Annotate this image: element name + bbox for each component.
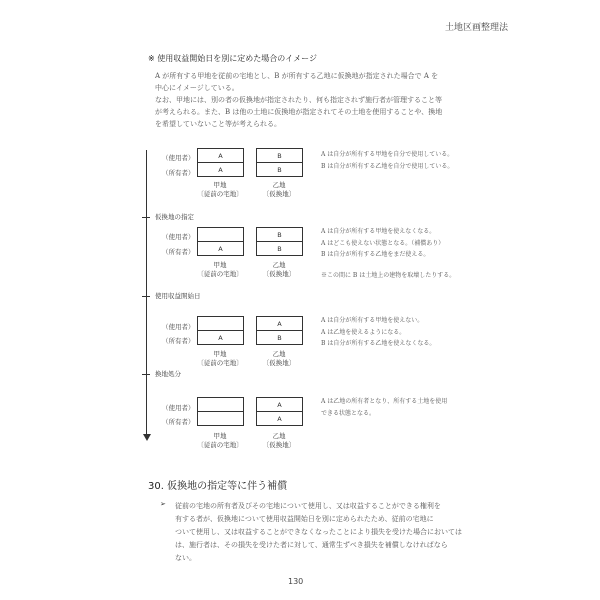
caption-line: 〔従前の宅地〕 xyxy=(197,190,243,198)
note-line: B は自分が所有する乙地をまだ使える。 xyxy=(321,251,430,258)
stage1-right-caption xyxy=(249,181,309,199)
stage2-left-owner-box: A xyxy=(197,241,244,256)
caption-line: 〔仮換地〕 xyxy=(262,441,296,449)
page-number: 130 xyxy=(288,577,304,586)
note-line: B は自分が所有する乙地を使えなくなる。 xyxy=(321,340,436,347)
owner-label: （所有者） xyxy=(162,418,195,426)
stage1-left-user-box: A xyxy=(197,148,244,163)
owner-label: （所有者） xyxy=(162,248,195,256)
body-line: ない。 xyxy=(175,554,196,562)
note-line: A は自分が所有する甲地を自分で使用している。 xyxy=(321,151,454,158)
user-label: （使用者） xyxy=(162,233,195,241)
stage3-right-owner-box: B xyxy=(256,330,303,345)
note-line: A はどこも使えない状態となる。（補償あり） xyxy=(321,239,445,247)
stage2-tick xyxy=(142,217,150,218)
stage3-right-user-box: A xyxy=(256,316,303,331)
stage3-label: 使用収益開始日 xyxy=(155,292,201,300)
caption-line: 〔仮換地〕 xyxy=(262,190,296,198)
body-line: 有する者が、仮換地について使用収益開始日を別に定められたため、従前の宅地に xyxy=(175,515,434,523)
stage4-tick xyxy=(142,374,150,375)
caption-line: 乙地 xyxy=(272,350,286,358)
note-line: A は自分が所有する甲地を使えなくなる。 xyxy=(321,228,436,235)
stage3-tick xyxy=(142,296,150,297)
stage4-left-caption xyxy=(190,432,250,450)
caption-line: 乙地 xyxy=(272,261,286,269)
user-label: （使用者） xyxy=(162,404,195,412)
user-label: （使用者） xyxy=(162,323,195,331)
caption-line: 甲地 xyxy=(213,350,227,358)
stage3-right-caption xyxy=(249,350,309,368)
stage4-right-user-box: A xyxy=(256,397,303,412)
stage3-left-owner-box: A xyxy=(197,330,244,345)
intro-paragraph xyxy=(155,70,485,130)
stage4-left-user-box xyxy=(197,397,244,412)
owner-label: （所有者） xyxy=(162,169,195,177)
stage2-right-user-box: B xyxy=(256,227,303,242)
section-30-heading: 30. 仮換地の指定等に伴う補償 xyxy=(148,481,288,492)
timeline-arrow-icon xyxy=(143,434,151,441)
caption-line: 乙地 xyxy=(272,181,286,189)
stage3-left-caption xyxy=(190,350,250,368)
caption-line: 〔仮換地〕 xyxy=(262,359,296,367)
section-30-body xyxy=(175,500,495,565)
stage4-right-owner-box: A xyxy=(256,411,303,426)
note-line: A は自分が所有する甲地を使えない。 xyxy=(321,317,424,324)
caption-line: 甲地 xyxy=(213,261,227,269)
stage1-notes xyxy=(321,149,453,172)
timeline-line xyxy=(146,150,147,435)
caption-line: 〔仮換地〕 xyxy=(262,270,296,278)
stage1-right-user-box: B xyxy=(256,148,303,163)
body-line: は、施行者は、その損失を受けた者に対して、通常生ずべき損失を補償しなければなら xyxy=(175,541,448,549)
note-line: B は自分が所有する乙地を自分で使用している。 xyxy=(321,162,454,170)
stage2-right-owner-box: B xyxy=(256,241,303,256)
note-line: A は乙地の所有者となり、所有する土地を使用 xyxy=(321,398,448,405)
user-label: （使用者） xyxy=(162,154,195,162)
stage2-left-user-box xyxy=(197,227,244,242)
intro-line: 中心にイメージしている。 xyxy=(155,84,239,92)
intro-line: が考えられる。また、B は他の土地に仮換地が指定されてその土地を使用することや、換地 xyxy=(155,108,443,116)
stage4-label: 換地処分 xyxy=(155,370,181,378)
stage3-left-user-box xyxy=(197,316,244,331)
caption-line: 〔従前の宅地〕 xyxy=(197,359,243,367)
caption-line: 〔従前の宅地〕 xyxy=(197,270,243,278)
body-line: 従前の宅地の所有者及びその宅地について使用し、又は収益することができる権利を xyxy=(175,502,441,510)
caption-line: 乙地 xyxy=(272,432,286,440)
note-line: できる状態となる。 xyxy=(321,409,376,417)
caption-line: 〔従前の宅地〕 xyxy=(197,441,243,449)
stage3-notes xyxy=(321,315,435,350)
intro-line: なお、甲地には、別の者の仮換地が指定されたり、何も指定されず施行者が管理すること等 xyxy=(155,96,442,104)
caption-line: 甲地 xyxy=(213,432,227,440)
stage2-extra-note: ※この間に B は土地上の建物を取壊したりする。 xyxy=(321,272,456,279)
stage2-left-caption xyxy=(190,261,250,279)
owner-label: （所有者） xyxy=(162,337,195,345)
intro-line: A が所有する甲地を従前の宅地とし、B が所有する乙地に仮換地が指定された場合で A を xyxy=(155,72,439,80)
note-line: A は乙地を使えるようになる。 xyxy=(321,328,406,336)
stage4-left-owner-box xyxy=(197,411,244,426)
body-line: ついて使用し、又は収益することができなくなったことにより損失を受けた場合においては xyxy=(175,528,462,536)
stage2-right-caption xyxy=(249,261,309,279)
stage1-left-caption xyxy=(190,181,250,199)
chapter-header: 土地区画整理法 xyxy=(444,23,508,33)
stage2-label: 仮換地の指定 xyxy=(155,213,194,221)
stage1-right-owner-box: B xyxy=(256,162,303,177)
stage4-right-caption xyxy=(249,432,309,450)
stage4-notes xyxy=(321,396,447,419)
bullet-arrow-icon: ➢ xyxy=(160,500,166,508)
stage2-notes xyxy=(321,226,444,261)
stage1-left-owner-box: A xyxy=(197,162,244,177)
section-title: ※ 使用収益開始日を別に定めた場合のイメージ xyxy=(148,54,318,63)
intro-line: を希望していないこと等が考えられる。 xyxy=(155,120,281,128)
caption-line: 甲地 xyxy=(213,181,227,189)
